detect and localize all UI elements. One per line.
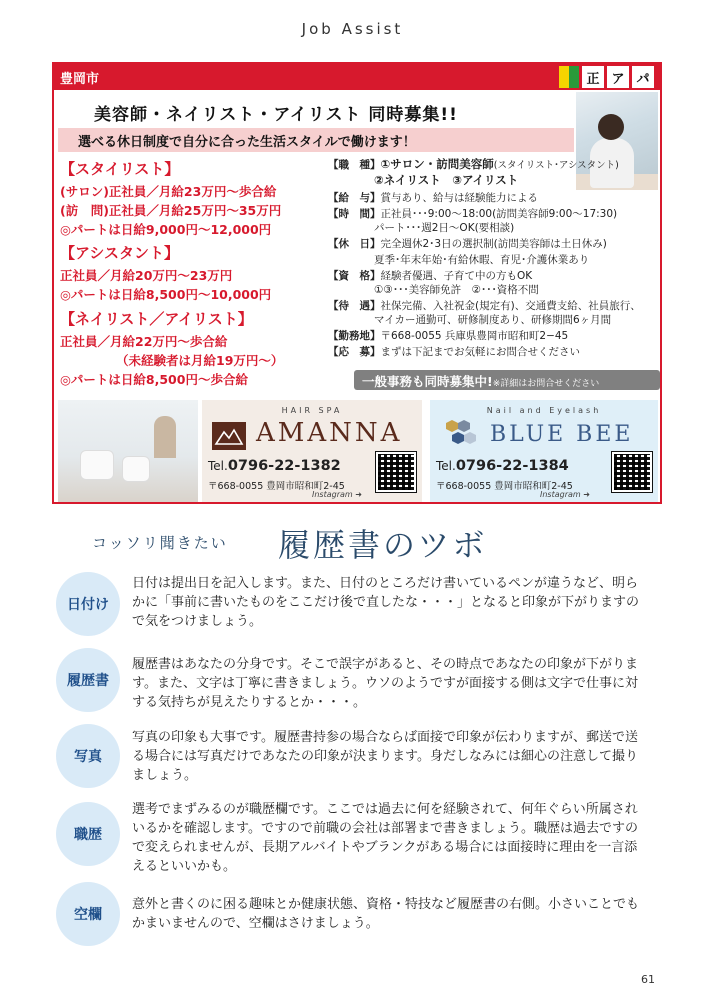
qr-code — [612, 452, 652, 492]
badge-part: パ — [632, 66, 654, 88]
benefit-label: 【待 遇】 — [328, 300, 381, 312]
pay-label: 【給 与】 — [328, 192, 381, 204]
badge-fulltime: 正 — [582, 66, 604, 88]
holiday-label: 【休 日】 — [328, 238, 381, 250]
location-label: 【勤務地】 — [328, 330, 381, 342]
assistant-line: ◎パートは日給8,500円～10,000円 — [60, 287, 272, 302]
honeycomb-logo-icon — [442, 418, 482, 450]
badge-arbeit: ア — [607, 66, 629, 88]
holiday-text-2: 夏季･年末年始･有給休暇、育児･介護休業あり — [374, 254, 590, 266]
mountain-logo-icon — [212, 422, 246, 450]
stylist-line: (サロン)正社員／月給23万円～歩合給 — [60, 184, 277, 199]
shop-subtitle: Nail and Eyelash — [486, 406, 602, 415]
shop-subtitle: HAIR SPA — [281, 406, 343, 415]
nailist-line: ◎パートは日給8,500円～歩合給 — [60, 372, 248, 387]
general-staff-text: 一般事務も同時募集中! — [362, 374, 493, 389]
job-ad — [52, 62, 662, 504]
stylist-heading: 【スタイリスト】 — [60, 160, 180, 178]
location-text: 〒668-0055 兵庫県豊岡市昭和町2−45 — [380, 330, 569, 342]
shop-card-bluebee — [430, 400, 658, 502]
tips-title: 履歴書のツボ — [278, 526, 488, 564]
tel-number: 0796-22-1382 — [227, 458, 341, 474]
apply-label: 【応 募】 — [328, 346, 381, 358]
job-type-1: ①サロン・訪問美容師 — [380, 157, 494, 171]
tips-lead: コッソリ聞きたい — [92, 534, 228, 552]
tip-text-photo: 写真の印象も大事です。履歴書持参の場合ならば面接で印象が伝わりますが、郵送で送る場合には写真だけであなたの印象が決まります。身だしなみには細心の注意して撮りましょう。 — [132, 730, 638, 783]
assistant-heading: 【アシスタント】 — [60, 244, 179, 262]
nailist-line: （未経験者は月給19万円～） — [116, 353, 284, 368]
qualification-label: 【資 格】 — [328, 270, 381, 282]
beginner-mark-icon — [559, 66, 579, 88]
qr-code — [376, 452, 416, 492]
tip-label-career: 職歴 — [56, 802, 120, 866]
ad-headline: 美容師・ネイリスト・アイリスト 同時募集!! — [94, 105, 458, 125]
general-staff-note: ※詳細はお問合せください — [492, 379, 600, 389]
hours-label: 【時 間】 — [328, 208, 381, 220]
holiday-text-1: 完全週休2･3日の選択制(訪問美容師は土日休み) — [380, 238, 607, 250]
apply-text: まずは下記までお気軽にお問合せください — [380, 346, 580, 358]
stylist-line: (訪 問)正社員／月給25万円～35万円 — [60, 203, 282, 218]
general-staff-banner — [354, 370, 660, 390]
shop-address: 〒668-0055 豊岡市昭和町2-45 — [208, 481, 345, 492]
tip-text-blank: 意外と書くのに困る趣味とか健康状態、資格・特技など履歴書の右側。小さいことでもかまいませんので、空欄はさけましょう。 — [132, 897, 640, 931]
employment-badges — [559, 66, 654, 88]
hours-text-1: 正社員･･･9:00～18:00(訪問美容師9:00～17:30) — [380, 208, 618, 220]
job-type-1-note: (スタイリスト･アシスタント) — [493, 160, 619, 171]
page-number: 61 — [641, 973, 655, 986]
job-type-label: 【職 種】 — [328, 159, 381, 171]
instagram-link[interactable]: Instagram ➜ — [540, 490, 590, 499]
hours-text-2: パート･･･週2日～OK(要相談) — [374, 222, 515, 234]
benefit-text-2: マイカー通勤可、研修制度あり、研修期間6ヶ月間 — [374, 314, 612, 326]
shop-phone — [436, 458, 569, 474]
tip-text-career: 選考でまずみるのが職歴欄です。ここでは過去に何を経験されて、何年ぐらい所属されいるかを確認します。ですので前職の会社は部署まで書きましょう。職歴は過去ですので変えられませんが、長期アルバイトやブランクがある場合には面接時に理由を一言添えるといいかも。 — [132, 802, 638, 874]
tel-prefix: Tel. — [208, 459, 228, 473]
shop-name: AMANNA — [256, 418, 403, 448]
shop-card-amanna — [202, 400, 422, 502]
tip-label-blank: 空欄 — [56, 882, 120, 946]
page-header-title: Job Assist — [301, 20, 404, 38]
ad-city: 豊岡市 — [60, 72, 100, 87]
shop-name: BLUE BEE — [490, 422, 634, 447]
nailist-line: 正社員／月給22万円～歩合給 — [60, 334, 228, 349]
staff-photo — [576, 92, 658, 190]
job-type-2: ②ネイリスト ③アイリスト — [374, 173, 519, 187]
instagram-link[interactable]: Instagram ➜ — [312, 490, 362, 499]
tip-label-date: 日付け — [56, 572, 120, 636]
pay-text: 賞与あり、給与は経験能力による — [380, 192, 538, 204]
assistant-line: 正社員／月給20万円～23万円 — [60, 268, 233, 283]
stylist-line: ◎パートは日給9,000円～12,000円 — [60, 222, 272, 237]
qualification-text-1: 経験者優遇、子育て中の方もOK — [380, 270, 533, 282]
salon-interior-photo — [58, 400, 198, 502]
tel-number: 0796-22-1384 — [455, 458, 569, 474]
tel-prefix: Tel. — [436, 459, 456, 473]
shop-address: 〒668-0055 豊岡市昭和町2-45 — [436, 481, 573, 492]
tip-label-resume: 履歴書 — [56, 648, 120, 712]
benefit-text-1: 社保完備、入社祝金(規定有)、交通費支給、社員旅行、 — [380, 300, 641, 312]
tip-label-photo: 写真 — [56, 724, 120, 788]
shop-phone — [208, 458, 341, 474]
tip-text-resume: 履歴書はあなたの分身です。そこで誤字があると、その時点であなたの印象が下がります。また、文字は丁寧に書きましょう。ウソのようですが面接する側は文字で仕事に対する気持ちが見えたりするとか・・・。 — [132, 657, 638, 710]
tip-text-date: 日付は提出日を記入します。また、日付のところだけ書いているペンが違うなど、明らかに「事前に書いたものをここだけ後で直したな・・・」となると印象が下がりますので気をつけましょう。 — [132, 576, 640, 629]
qualification-text-2: ①③･･･美容師免許 ②･･･資格不問 — [374, 284, 539, 296]
ad-subheadline: 選べる休日制度で自分に合った生活スタイルで働けます！ — [78, 135, 416, 150]
nailist-heading: 【ネイリスト／アイリスト】 — [60, 310, 253, 328]
